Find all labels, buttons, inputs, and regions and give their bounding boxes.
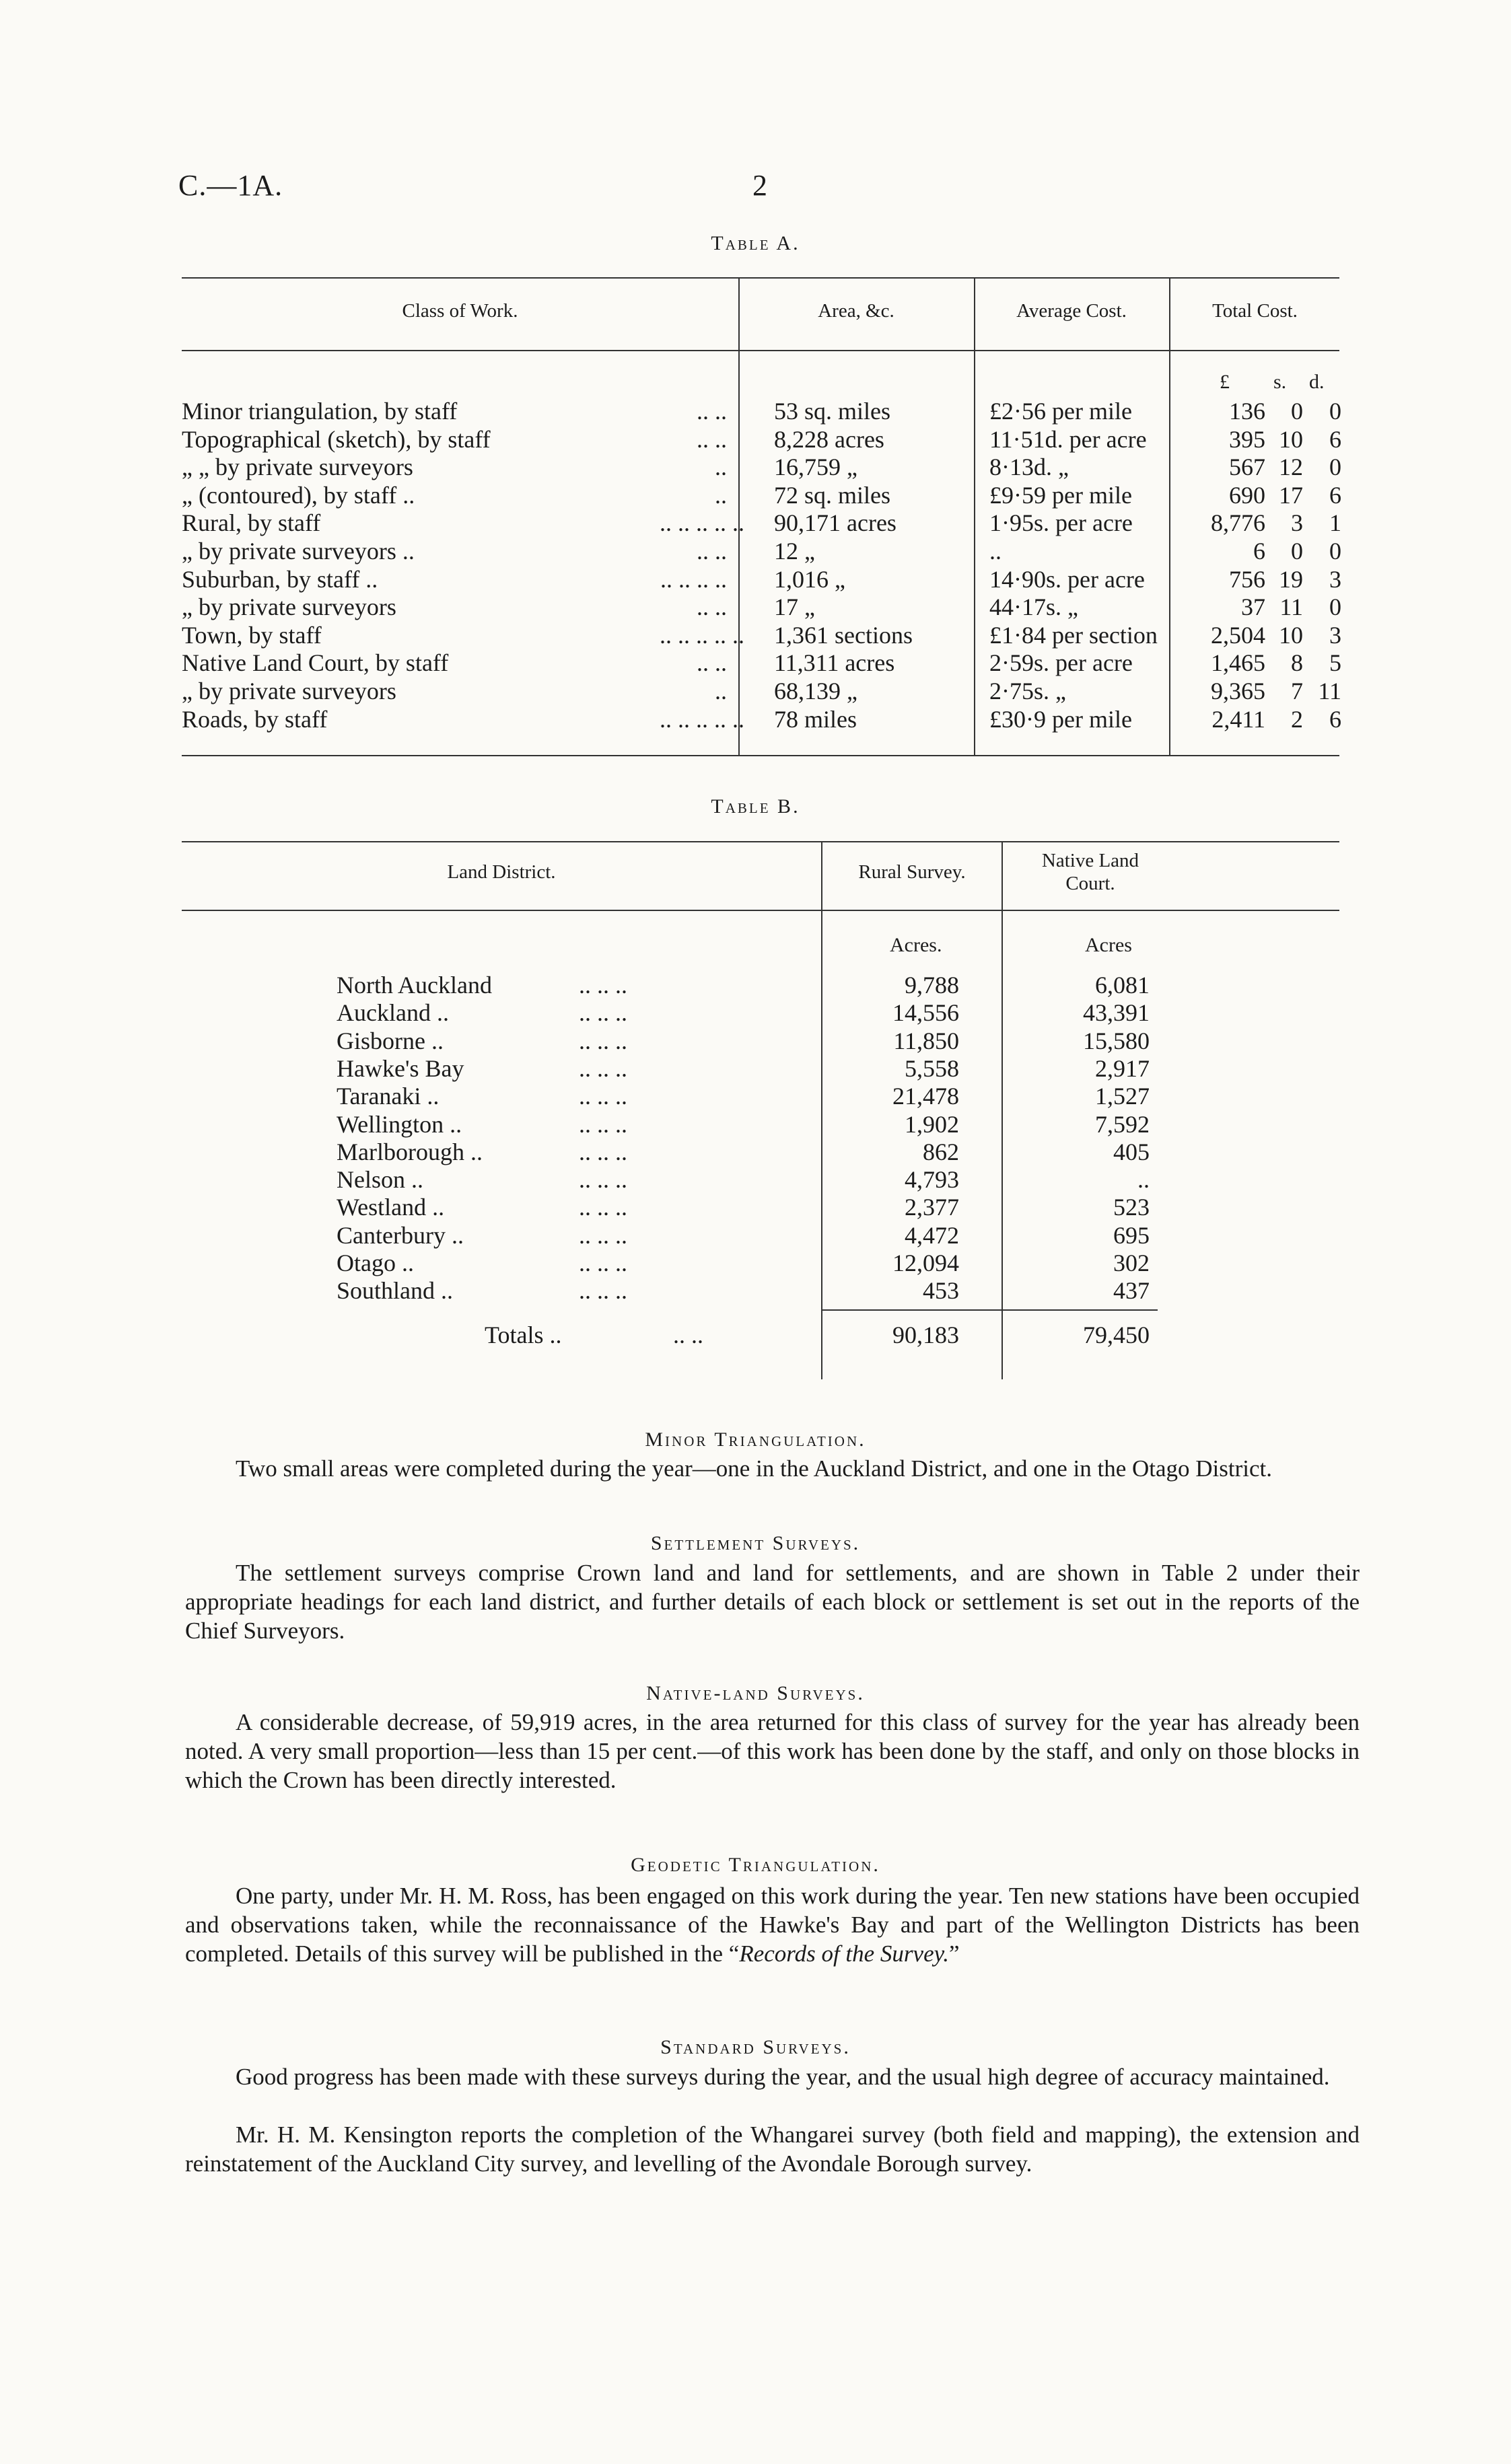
table-a-col-area: Area, &c.	[818, 300, 894, 322]
area-value: 78 miles	[774, 705, 857, 733]
average-cost: 11·51d. per acre	[989, 425, 1147, 453]
leader-dots: .. .. ..	[579, 972, 627, 999]
native-acres-unit: Acres	[1085, 934, 1132, 956]
table-b-caption: Table B.	[711, 795, 800, 818]
table-b-row	[0, 1193, 1511, 1221]
native-land-court-acres: ..	[1137, 1166, 1150, 1194]
pence-unit: d.	[1309, 371, 1325, 393]
table-a-col-average-cost: Average Cost.	[1016, 300, 1127, 322]
leader-dots: ..	[715, 678, 727, 704]
average-cost: ..	[989, 538, 1002, 565]
rural-acres-unit: Acres.	[890, 934, 942, 956]
leader-dots: .. ..	[697, 538, 727, 565]
leader-dots: .. .. .. .. ..	[660, 509, 744, 537]
standard-surveys-paragraph-1: Good progress has been made with these surveys during the year, and the usual high degree of accuracy maintained.	[236, 2064, 1330, 2090]
total-pounds: 6	[1253, 538, 1265, 565]
total-shillings: 19	[1279, 565, 1303, 593]
native-land-court-acres: 437	[1113, 1277, 1150, 1305]
table-b-top-rule	[182, 841, 1339, 842]
class-of-work: Suburban, by staff ..	[182, 565, 378, 593]
leader-dots: .. ..	[697, 593, 727, 621]
total-shillings: 17	[1279, 481, 1303, 509]
total-pence: 0	[1329, 398, 1341, 425]
table-b-row	[0, 1054, 1511, 1083]
native-land-court-acres: 15,580	[1083, 1027, 1150, 1054]
leader-dots: ..	[715, 481, 727, 509]
table-a-col-total-cost: Total Cost.	[1212, 300, 1298, 322]
total-pence: 0	[1329, 454, 1341, 481]
leader-dots: .. .. .. ..	[660, 565, 727, 593]
table-b-row	[0, 971, 1511, 999]
pounds-unit: £	[1220, 371, 1230, 393]
leader-dots: .. .. ..	[579, 1083, 627, 1110]
total-shillings: 11	[1279, 593, 1303, 621]
total-pence: 3	[1329, 621, 1341, 649]
average-cost: £30·9 per mile	[989, 705, 1132, 733]
land-district: Wellington ..	[337, 1110, 462, 1138]
total-shillings: 10	[1279, 425, 1303, 453]
native-land-surveys-paragraph: A considerable decrease, of 59,919 acres, in the area returned for this class of survey for the year has already been noted. A very small proportion—less than 15 per cent.—of this work has been done by the staff, and only on those blocks in which the Crown has been directly interested.	[185, 1709, 1360, 1793]
total-pence: 1	[1329, 509, 1341, 537]
area-value: 68,139 „	[774, 678, 857, 704]
area-value: 53 sq. miles	[774, 398, 891, 425]
table-b-row	[0, 1249, 1511, 1277]
class-of-work: Town, by staff	[182, 621, 322, 649]
rural-survey-acres: 862	[923, 1138, 959, 1165]
native-land-court-acres: 1,527	[1095, 1083, 1150, 1110]
average-cost: 2·59s. per acre	[989, 649, 1133, 677]
geodetic-triangulation-heading: Geodetic Triangulation.	[631, 1854, 880, 1876]
table-b-col-rural: Rural Survey.	[858, 861, 966, 883]
leader-dots: .. .. ..	[579, 1027, 627, 1054]
totals-label: Totals ..	[485, 1321, 562, 1348]
table-b-col-district: Land District.	[447, 861, 556, 883]
average-cost: £2·56 per mile	[989, 398, 1132, 425]
minor-triangulation-heading: Minor Triangulation.	[645, 1428, 866, 1451]
area-value: 8,228 acres	[774, 425, 884, 453]
native-land-court-acres: 2,917	[1095, 1054, 1150, 1082]
standard-surveys-paragraph-2: Mr. H. M. Kensington reports the completion of the Whangarei survey (both field and mapping), the extension and reinstatement of the Auckland City survey, and levelling of the Avondale Borough survey.	[185, 2122, 1360, 2177]
leader-dots: .. .. ..	[579, 1249, 627, 1276]
leader-dots: .. .. ..	[579, 1054, 627, 1082]
table-b-totals-row	[0, 1321, 1511, 1349]
land-district: Marlborough ..	[337, 1138, 483, 1165]
leader-dots: .. .. ..	[579, 1277, 627, 1305]
rural-survey-acres: 9,788	[905, 972, 959, 999]
table-b-row	[0, 1138, 1511, 1166]
average-cost: £1·84 per section	[989, 621, 1158, 649]
average-cost: 1·95s. per acre	[989, 509, 1133, 537]
table-a-top-rule	[182, 277, 1339, 279]
area-value: 90,171 acres	[774, 509, 897, 537]
settlement-surveys-heading: Settlement Surveys.	[650, 1532, 861, 1554]
table-a-row	[0, 537, 1511, 565]
geodetic-text-end: ”	[948, 1941, 960, 1967]
table-a-row	[0, 397, 1511, 425]
average-cost: 8·13d. „	[989, 454, 1069, 481]
rural-survey-acres: 11,850	[893, 1027, 959, 1054]
total-pence: 6	[1329, 705, 1341, 733]
table-b-col-native: Native Land Court.	[1041, 850, 1139, 894]
class-of-work: „ „ by private surveyors	[182, 454, 413, 481]
table-a-row	[0, 453, 1511, 481]
leader-dots: .. ..	[697, 425, 727, 453]
leader-dots: .. .. ..	[579, 1110, 627, 1138]
geodetic-text: One party, under Mr. H. M. Ross, has been engaged on this work during the year. Ten new stations have been occupied and observations taken, while the reconnaissance of the Hawke's Bay and part of the Wellington Districts has been completed. Details of this survey will be published in the “	[185, 1883, 1360, 1967]
native-land-court-acres: 7,592	[1095, 1110, 1150, 1138]
leader-dots: .. .. ..	[579, 999, 627, 1027]
area-value: 11,311 acres	[774, 649, 895, 677]
total-shillings: 8	[1291, 649, 1303, 677]
rural-survey-acres: 21,478	[892, 1083, 959, 1110]
leader-dots: .. .. ..	[579, 1194, 627, 1221]
area-value: 1,016 „	[774, 565, 845, 593]
total-shillings: 0	[1291, 538, 1303, 565]
total-pence: 11	[1318, 678, 1341, 704]
class-of-work: „ by private surveyors	[182, 678, 396, 704]
geodetic-triangulation-paragraph	[185, 1881, 1360, 1968]
native-land-court-acres: 6,081	[1095, 972, 1150, 999]
shillings-unit: s.	[1273, 371, 1287, 393]
land-district: Gisborne ..	[337, 1027, 444, 1054]
class-of-work: Roads, by staff	[182, 705, 328, 733]
rural-survey-acres: 5,558	[905, 1054, 959, 1082]
totals-rural: 90,183	[892, 1321, 959, 1348]
total-shillings: 10	[1279, 621, 1303, 649]
area-value: 1,361 sections	[774, 621, 913, 649]
total-pounds: 2,411	[1211, 705, 1265, 733]
total-pounds: 37	[1241, 593, 1265, 621]
total-shillings: 7	[1291, 678, 1303, 704]
area-value: 72 sq. miles	[774, 481, 891, 509]
area-value: 16,759 „	[774, 454, 857, 481]
table-b-row	[0, 1221, 1511, 1249]
class-of-work: Minor triangulation, by staff	[182, 398, 458, 425]
table-a-row	[0, 509, 1511, 537]
table-a-row	[0, 677, 1511, 705]
average-cost: 2·75s. „	[989, 678, 1066, 704]
total-shillings: 12	[1279, 454, 1303, 481]
table-a-header-rule	[182, 350, 1339, 351]
native-land-court-acres: 43,391	[1083, 999, 1150, 1027]
table-a-row	[0, 649, 1511, 677]
native-land-court-acres: 405	[1113, 1138, 1150, 1165]
leader-dots: .. ..	[697, 649, 727, 677]
native-land-court-acres: 302	[1113, 1249, 1150, 1276]
native-land-court-acres: 523	[1113, 1194, 1150, 1221]
table-a-row	[0, 481, 1511, 509]
total-pounds: 756	[1229, 565, 1265, 593]
table-a-col-class: Class of Work.	[402, 300, 518, 322]
land-district: Nelson ..	[337, 1166, 423, 1194]
land-district: Otago ..	[337, 1249, 414, 1276]
class-of-work: Rural, by staff	[182, 509, 321, 537]
class-of-work: „ by private surveyors	[182, 593, 396, 621]
rural-survey-acres: 453	[923, 1277, 959, 1305]
page-number: 2	[752, 169, 767, 202]
table-a-row	[0, 593, 1511, 621]
class-of-work: „ (contoured), by staff ..	[182, 481, 415, 509]
total-pence: 5	[1329, 649, 1341, 677]
standard-surveys-heading: Standard Surveys.	[660, 2036, 851, 2058]
class-of-work: Native Land Court, by staff	[182, 649, 449, 677]
totals-native: 79,450	[1083, 1321, 1150, 1348]
total-pence: 0	[1329, 593, 1341, 621]
native-land-surveys-heading: Native-land Surveys.	[646, 1682, 865, 1704]
page-reference: C.—1A.	[178, 169, 283, 202]
total-pounds: 567	[1229, 454, 1265, 481]
table-a-caption: Table A.	[711, 232, 800, 254]
average-cost: 14·90s. per acre	[989, 565, 1145, 593]
land-district: Westland ..	[337, 1194, 445, 1221]
totals-leader-dots: .. ..	[673, 1321, 703, 1348]
total-pence: 6	[1329, 425, 1341, 453]
table-a-row	[0, 565, 1511, 593]
total-pounds: 395	[1229, 425, 1265, 453]
table-b-row	[0, 1027, 1511, 1055]
class-of-work: Topographical (sketch), by staff	[182, 425, 491, 453]
total-pounds: 8,776	[1211, 509, 1265, 537]
total-shillings: 0	[1291, 398, 1303, 425]
class-of-work: „ by private surveyors ..	[182, 538, 415, 565]
rural-survey-acres: 4,472	[905, 1221, 959, 1249]
leader-dots: .. .. .. .. ..	[660, 705, 744, 733]
leader-dots: .. .. ..	[579, 1221, 627, 1249]
land-district: Southland ..	[337, 1277, 454, 1305]
land-district: Taranaki ..	[337, 1083, 440, 1110]
table-a-bottom-rule	[182, 755, 1339, 756]
table-a-row	[0, 705, 1511, 733]
rural-survey-acres: 2,377	[905, 1194, 959, 1221]
table-a-row	[0, 425, 1511, 454]
leader-dots: .. ..	[697, 398, 727, 425]
native-land-court-acres: 695	[1113, 1221, 1150, 1249]
land-district: Auckland ..	[337, 999, 449, 1027]
land-district: Hawke's Bay	[337, 1054, 464, 1082]
total-shillings: 2	[1291, 705, 1303, 733]
leader-dots: .. .. .. .. ..	[660, 621, 744, 649]
rural-survey-acres: 12,094	[892, 1249, 959, 1276]
table-b-row	[0, 1110, 1511, 1138]
total-pounds: 136	[1229, 398, 1265, 425]
table-b-header-rule	[182, 910, 1339, 911]
table-b-row	[0, 1082, 1511, 1110]
area-value: 17 „	[774, 593, 815, 621]
minor-triangulation-paragraph: Two small areas were completed during the year—one in the Auckland District, and one in the Otago District.	[236, 1455, 1273, 1482]
table-b-row	[0, 999, 1511, 1027]
total-pence: 6	[1329, 481, 1341, 509]
records-of-survey-title: Records of the Survey.	[739, 1941, 949, 1967]
total-pence: 3	[1329, 565, 1341, 593]
rural-survey-acres: 1,902	[905, 1110, 959, 1138]
rural-survey-acres: 14,556	[892, 999, 959, 1027]
table-b-row	[0, 1165, 1511, 1194]
total-shillings: 3	[1291, 509, 1303, 537]
total-pence: 0	[1329, 538, 1341, 565]
land-district: Canterbury ..	[337, 1221, 464, 1249]
leader-dots: .. .. ..	[579, 1166, 627, 1194]
area-value: 12 „	[774, 538, 815, 565]
total-pounds: 690	[1229, 481, 1265, 509]
table-b-totals-rule	[821, 1309, 1158, 1311]
total-pounds: 2,504	[1211, 621, 1265, 649]
average-cost: £9·59 per mile	[989, 481, 1132, 509]
table-b-row	[0, 1276, 1511, 1305]
table-a-row	[0, 621, 1511, 649]
average-cost: 44·17s. „	[989, 593, 1078, 621]
total-pounds: 1,465	[1211, 649, 1265, 677]
rural-survey-acres: 4,793	[905, 1166, 959, 1194]
land-district: North Auckland	[337, 972, 492, 999]
leader-dots: ..	[715, 454, 727, 481]
leader-dots: .. .. ..	[579, 1138, 627, 1165]
settlement-surveys-paragraph: The settlement surveys comprise Crown land and land for settlements, and are shown in Table 2 under their appropriate headings for each land district, and further details of each block or settlement is set out in the reports of the Chief Surveyors.	[185, 1560, 1360, 1644]
total-pounds: 9,365	[1211, 678, 1265, 704]
